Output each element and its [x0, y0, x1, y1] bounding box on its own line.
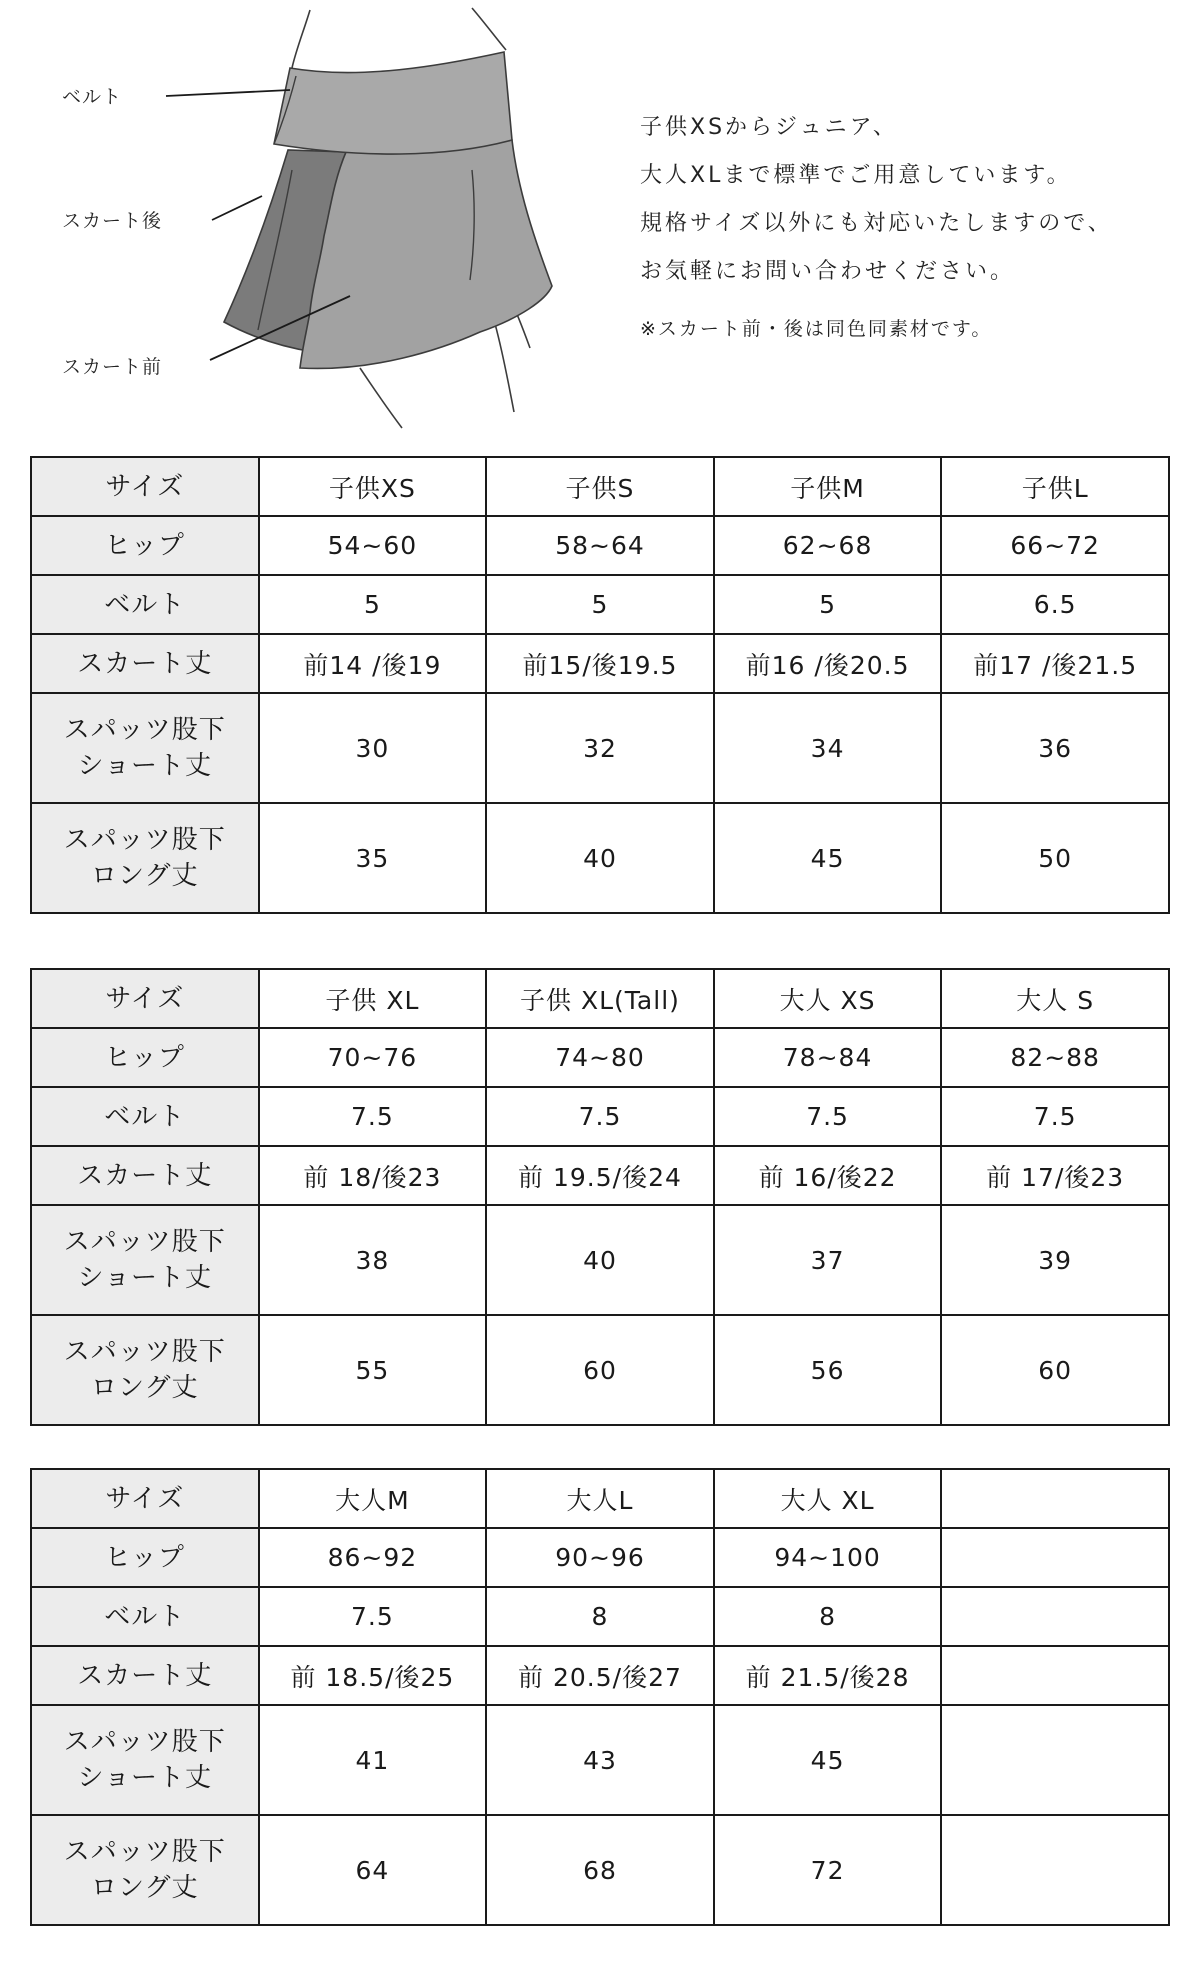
belt-cell: 7.5 [259, 1087, 487, 1146]
spats-short-cell: 32 [486, 693, 714, 803]
hip-cell: 82~88 [941, 1028, 1169, 1087]
skirt-back-label: スカート後 [62, 210, 163, 232]
intro-line: 子供XSからジュニア、 [640, 115, 898, 140]
row-label-line: ショート丈 [77, 1763, 213, 1793]
hip-cell: 78~84 [714, 1028, 942, 1087]
size-table-2 [30, 968, 1170, 1426]
row-label-skirt: スカート丈 [31, 634, 259, 693]
spats-long-cell: 55 [259, 1315, 487, 1425]
spats-long-cell: 64 [259, 1815, 487, 1925]
belt-cell-empty [941, 1587, 1169, 1646]
spats-short-cell: 30 [259, 693, 487, 803]
size-cell: 大人 XL [714, 1469, 942, 1528]
hip-cell: 54~60 [259, 516, 487, 575]
row-label-spats-long [31, 1815, 259, 1925]
spats-short-cell: 45 [714, 1705, 942, 1815]
row-label-hip: ヒップ [31, 1028, 259, 1087]
spats-long-cell-empty [941, 1815, 1169, 1925]
size-cell: 子供M [714, 457, 942, 516]
skirt-front-shape [300, 140, 552, 368]
belt-cell: 5 [486, 575, 714, 634]
spats-long-cell: 40 [486, 803, 714, 913]
hip-cell-empty [941, 1528, 1169, 1587]
skirt-front-label: スカート前 [62, 356, 163, 378]
row-label-belt: ベルト [31, 1587, 259, 1646]
spats-short-cell: 39 [941, 1205, 1169, 1315]
spats-long-cell: 56 [714, 1315, 942, 1425]
row-label-hip: ヒップ [31, 1528, 259, 1587]
spats-long-cell: 68 [486, 1815, 714, 1925]
row-label-spats-short [31, 693, 259, 803]
spats-short-cell: 34 [714, 693, 942, 803]
spats-short-cell: 38 [259, 1205, 487, 1315]
spats-long-cell: 60 [941, 1315, 1169, 1425]
skirt-cell-empty [941, 1646, 1169, 1705]
skirt-cell: 前 17/後23 [941, 1146, 1169, 1205]
spats-long-cell: 60 [486, 1315, 714, 1425]
hip-cell: 90~96 [486, 1528, 714, 1587]
skirt-cell: 前 19.5/後24 [486, 1146, 714, 1205]
belt-cell: 5 [714, 575, 942, 634]
size-cell: 子供 XL(Tall) [486, 969, 714, 1028]
row-label-belt: ベルト [31, 1087, 259, 1146]
row-label-line: ロング丈 [91, 1873, 199, 1903]
spats-long-cell: 72 [714, 1815, 942, 1925]
skirt-cell: 前16 /後20.5 [714, 634, 942, 693]
skirt-cell: 前 18/後23 [259, 1146, 487, 1205]
belt-cell: 7.5 [941, 1087, 1169, 1146]
belt-cell: 7.5 [486, 1087, 714, 1146]
hip-cell: 86~92 [259, 1528, 487, 1587]
hip-cell: 94~100 [714, 1528, 942, 1587]
intro-line: お気軽にお問い合わせください。 [640, 259, 1016, 284]
row-label-line: スパッツ股下 [63, 1227, 226, 1257]
hip-cell: 58~64 [486, 516, 714, 575]
spats-short-cell: 37 [714, 1205, 942, 1315]
spats-long-cell: 35 [259, 803, 487, 913]
row-label-line: ロング丈 [91, 861, 199, 891]
size-cell: 子供S [486, 457, 714, 516]
row-label-skirt: スカート丈 [31, 1146, 259, 1205]
belt-shape [274, 52, 512, 154]
hip-cell: 66~72 [941, 516, 1169, 575]
size-cell-empty [941, 1469, 1169, 1528]
skirt-cell: 前 16/後22 [714, 1146, 942, 1205]
size-cell: 子供 XL [259, 969, 487, 1028]
size-table-3 [30, 1468, 1170, 1926]
skirt-cell: 前14 /後19 [259, 634, 487, 693]
row-label-size: サイズ [31, 1469, 259, 1528]
row-label-line: スパッツ股下 [63, 1727, 226, 1757]
hip-cell: 62~68 [714, 516, 942, 575]
belt-cell: 8 [486, 1587, 714, 1646]
size-table-1 [30, 456, 1170, 914]
row-label-spats-short [31, 1205, 259, 1315]
row-label-line: スパッツ股下 [63, 1337, 226, 1367]
row-label-line: ショート丈 [77, 751, 213, 781]
intro-line: 規格サイズ以外にも対応いたしますので、 [640, 211, 1113, 236]
spats-long-cell: 45 [714, 803, 942, 913]
row-label-skirt: スカート丈 [31, 1646, 259, 1705]
row-label-line: スパッツ股下 [63, 1837, 226, 1867]
belt-cell: 7.5 [259, 1587, 487, 1646]
size-cell: 大人L [486, 1469, 714, 1528]
row-label-spats-long [31, 803, 259, 913]
spats-short-cell: 40 [486, 1205, 714, 1315]
skirt-cell: 前 20.5/後27 [486, 1646, 714, 1705]
row-label-spats-short [31, 1705, 259, 1815]
row-label-size: サイズ [31, 457, 259, 516]
size-cell: 大人 XS [714, 969, 942, 1028]
row-label-line: スパッツ股下 [63, 825, 226, 855]
spats-short-cell: 43 [486, 1705, 714, 1815]
waist-outline-left [292, 10, 310, 68]
belt-cell: 8 [714, 1587, 942, 1646]
intro-line: 大人XLまで標準でご用意しています。 [640, 163, 1072, 188]
row-label-size: サイズ [31, 969, 259, 1028]
skirt-cell: 前15/後19.5 [486, 634, 714, 693]
hip-cell: 70~76 [259, 1028, 487, 1087]
size-cell: 大人M [259, 1469, 487, 1528]
skirt-cell: 前 21.5/後28 [714, 1646, 942, 1705]
row-label-line: ロング丈 [91, 1373, 199, 1403]
left-thigh-line [360, 368, 402, 428]
belt-pointer-line [166, 90, 290, 96]
hip-cell: 74~80 [486, 1028, 714, 1087]
row-label-belt: ベルト [31, 575, 259, 634]
belt-cell: 6.5 [941, 575, 1169, 634]
row-label-hip: ヒップ [31, 516, 259, 575]
skirt-back-pointer-line [212, 196, 262, 220]
row-label-line: ショート丈 [77, 1263, 213, 1293]
row-label-spats-long [31, 1315, 259, 1425]
intro-note: ※スカート前・後は同色同素材です。 [640, 318, 993, 340]
belt-label: ベルト [62, 86, 123, 108]
size-cell: 大人 S [941, 969, 1169, 1028]
waist-outline-right [472, 8, 506, 50]
size-cell: 子供L [941, 457, 1169, 516]
size-cell: 子供XS [259, 457, 487, 516]
skirt-cell: 前17 /後21.5 [941, 634, 1169, 693]
spats-short-cell: 36 [941, 693, 1169, 803]
spats-long-cell: 50 [941, 803, 1169, 913]
belt-cell: 7.5 [714, 1087, 942, 1146]
intro-text [640, 104, 1180, 344]
belt-cell: 5 [259, 575, 487, 634]
skirt-cell: 前 18.5/後25 [259, 1646, 487, 1705]
spats-short-cell: 41 [259, 1705, 487, 1815]
spats-short-cell-empty [941, 1705, 1169, 1815]
row-label-line: スパッツ股下 [63, 715, 226, 745]
